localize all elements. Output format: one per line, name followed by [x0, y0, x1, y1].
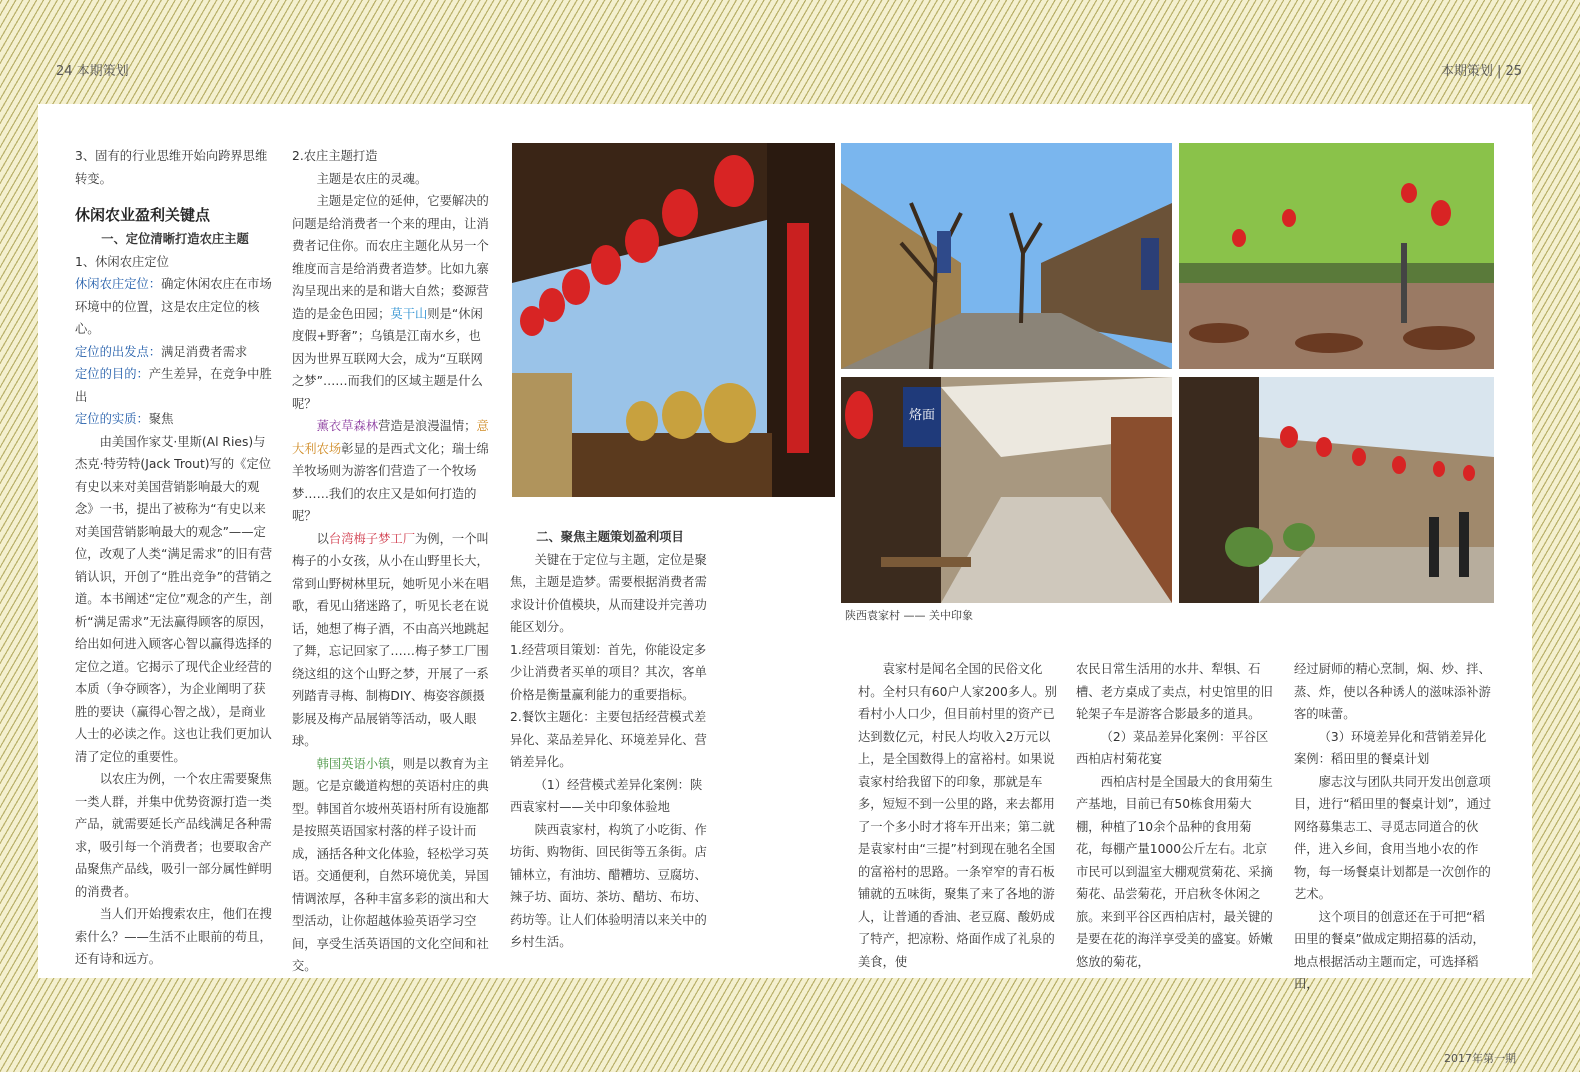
paragraph: 以台湾梅子梦工厂为例，一个叫梅子的小女孩，从小在山野里长大，常到山野树林里玩，她听见小米在唱歌，看见山猪迷路了，听见长老在说话，她想了梅子酒，不由高兴地跳起了舞，忘记回家了……梅子梦工厂围绕这组的这个山野之梦，开展了一系列踏青寻梅、制梅DIY、梅姿容颜摄影展及梅产品展销等活动，吸人眼球。 — [292, 531, 489, 748]
keyword: 定位的实质： — [75, 412, 149, 426]
paragraph: 韩国英语小镇，则是以教育为主题。它是京畿道构想的英语村庄的典型。韩国首尔坡州英语村所有设施都是按照英语国家村落的样子设计而成，涵括各种文化体验，轻松学习英语。交通便利，自然环境优美，异国情调浓厚，各种丰富多彩的演出和大型活动，让你超越体验英语学习空间，享受生活英语国的文化空间和社交。 — [292, 756, 489, 973]
definition-item — [75, 363, 275, 408]
paragraph: 3、固有的行业思维开始向跨界思维转变。 — [75, 149, 268, 186]
paragraph: 主题是定位的延伸，它要解决的问题是给消费者一个来的理由，让消费者记住你。而农庄主题化从另一个维度而言是给消费者造梦。比如九寨沟呈现出来的是和谐大自然；婺源营造的是金色田园；莫干山则是“休闲度假+野奢”；乌镇是江南水乡，也因为世界互联网大会，成为“互联网之梦”……而我们的区域主题是什么呢？ — [292, 194, 489, 411]
text-column-6 — [1294, 658, 1494, 996]
highlight-mogan: 莫干山 — [390, 306, 428, 321]
paragraph: 陕西袁家村，构筑了小吃街、作坊街、购物街、回民街等五条街。店铺林立，有油坊、醋糟坊、豆腐坊、辣子坊、面坊、茶坊、醋坊、布坊、药坊等。让人们体验明清以来关中的乡村生活。 — [510, 822, 707, 949]
subsection-title: 1、休闲农庄定位 — [75, 254, 169, 269]
paragraph: 薰衣草森林营造是浪漫温情；意大利农场彰显的是西式文化；瑞士绵羊牧场则为游客们营造了一个牧场梦……我们的农庄又是如何打造的呢？ — [292, 419, 489, 523]
paragraph: 主题是农庄的灵魂。 — [316, 171, 428, 186]
highlight-korea: 韩国英语小镇 — [316, 756, 391, 771]
definition-item — [75, 273, 275, 341]
paragraph: 由美国作家艾·里斯(Al Ries)与杰克·特劳特(Jack Trout)写的《定位有史以来对美国营销影响最大的观念》一书，提出了被称为“有史以来对美国营销影响最大的观念”——定位，改观了人类“满足需求”的旧有营销认识，开创了“胜出竞争”的营销之道。本书阐述“定位”观念的产生，剖析“满足需求”无法赢得顾客的原因，给出如何进入顾客心智以赢得选择的定位之道。它揭示了现代企业经营的本质（争夺顾客），为企业阐明了获胜的要诀（赢得心智之战），是商业人士的必读之作。这也让我们更加认清了定位的重要性。 — [75, 434, 273, 764]
paragraph: 当人们开始搜索农庄，他们在搜索什么？——生活不止眼前的苟且，还有诗和远方。 — [75, 907, 272, 966]
paragraph: 西柏店村是全国最大的食用菊生产基地，目前已有50栋食用菊大棚，种植了10余个品种的食用菊花，每棚产量1000公斤左右。北京市民可以到温室大棚观赏菊花、采摘菊花、品尝菊花，开启秋冬休闲之旅。来到平谷区西柏店村，最关键的是要在花的海洋享受美的盛宴。娇嫩悠放的菊花， — [1076, 774, 1273, 969]
keyword: 休闲农庄定位： — [75, 277, 162, 291]
section-heading: 休闲农业盈利关键点 — [75, 206, 211, 224]
paragraph: 这个项目的创意还在于可把“稻田里的餐桌”做成定期招募的活动，地点根据活动主题而定，可选择稻田， — [1294, 909, 1485, 991]
keyword: 定位的目的： — [75, 367, 149, 381]
photo-caption: 陕西袁家村 —— 关中印象 — [845, 609, 973, 622]
subsection-title: 2.农庄主题打造 — [292, 149, 378, 163]
keyword: 定位的出发点： — [75, 344, 162, 359]
paragraph: 袁家村是闻名全国的民俗文化村。全村只有60户人家200多人。别看村小人口少，但目前村里的资产已达到数亿元，村民人均收入2万元以上，是全国数得上的富裕村。如果说袁家村给我留下的印象，那就是车多，短短不到一公里的路，来去都用了一个多小时才将车开出来；第二就是袁家村由“三提”村到现在驰名全国的富裕村的思路。一条窄窄的青石板铺就的五味街，聚集了来了各地的游人，让普通的香油、老豆腐、酸奶成了特产，把凉粉、烙面作成了礼泉的美食，使 — [858, 662, 1057, 969]
text-column-4 — [858, 658, 1058, 973]
photo-old-street — [841, 143, 1172, 369]
photo-lantern-street — [1179, 377, 1494, 603]
text-column-5 — [1076, 658, 1276, 973]
definition-text: 确定休闲农庄在市场环境中的位置，这是农庄定位的核心。 — [75, 277, 272, 336]
paragraph: 廖志汶与团队共同开发出创意项目，进行“稻田里的餐桌计划”，通过网络募集志工、寻觅志同道合的伙伴，进入乡间，食用当地小农的作物，每一场餐桌计划都是一次创作的艺术。 — [1294, 774, 1492, 901]
highlight-italy: 意大利农场 — [292, 419, 489, 456]
text-column-1 — [75, 145, 275, 971]
page-header-left: 24 本期策划 — [56, 64, 129, 79]
paragraph: 1.经营项目策划：首先，你能设定多少让消费者买单的项目？其次，客单价格是衡量赢利能力的重要指标。 — [510, 642, 707, 702]
text-column-2 — [292, 145, 492, 978]
paragraph: 经过厨师的精心烹制，焖、炒、拌、蒸、炸，使以各种诱人的滋味添补游客的味蕾。 — [1294, 662, 1491, 721]
paragraph: 以农庄为例，一个农庄需要聚焦一类人群，并集中优势资源打造一类产品，就需要延长产品线满足各种需求，吸引每一个消费者；也要取舍产品聚焦产品线，吸引一部分属性鲜明的消费者。 — [75, 772, 272, 899]
photo-sign-text: 烙面 — [908, 408, 936, 423]
page-header-right: 本期策划 | 25 — [1440, 64, 1522, 79]
definition-text: 聚焦 — [148, 412, 174, 426]
definition-text: 满足消费者需求 — [161, 344, 248, 359]
page-footer: 2017年第一期 — [1444, 1052, 1516, 1065]
paragraph: （1）经营模式差异化案例：陕西袁家村——关中印象体验地 — [510, 777, 703, 814]
photo-market-awnings — [841, 377, 1172, 603]
definition-item — [75, 341, 275, 364]
paragraph: 关键在于定位与主题，定位是聚焦，主题是造梦。需要根据消费者需求设计价值模块，从而建设并完善功能区划分。 — [510, 552, 707, 634]
photo-willow-cafe — [1179, 143, 1494, 369]
photo-lanterns-kettles — [512, 143, 835, 497]
section-heading: 二、聚焦主题策划盈利项目 — [536, 530, 684, 544]
definition-text: 产生差异，在竞争中胜出 — [75, 367, 272, 404]
paragraph: 2.餐饮主题化：主要包括经营模式差异化、菜品差异化、环境差异化、营销差异化。 — [510, 710, 707, 769]
text-column-3 — [510, 526, 710, 954]
paragraph: 农民日常生活用的水井、犁犋、石槽、老方桌成了卖点，村史馆里的旧轮架子车是游客合影最多的道具。 — [1076, 662, 1273, 721]
paragraph: （3）环境差异化和营销差异化案例：稻田里的餐桌计划 — [1294, 729, 1487, 766]
paragraph: （2）菜品差异化案例：平谷区西柏店村菊花宴 — [1076, 729, 1269, 766]
definition-item — [75, 408, 275, 431]
subsection-heading: 一、定位清晰打造农庄主题 — [101, 232, 249, 246]
highlight-lavender: 薰衣草森林 — [316, 419, 379, 433]
highlight-plum: 台湾梅子梦工厂 — [328, 531, 415, 546]
